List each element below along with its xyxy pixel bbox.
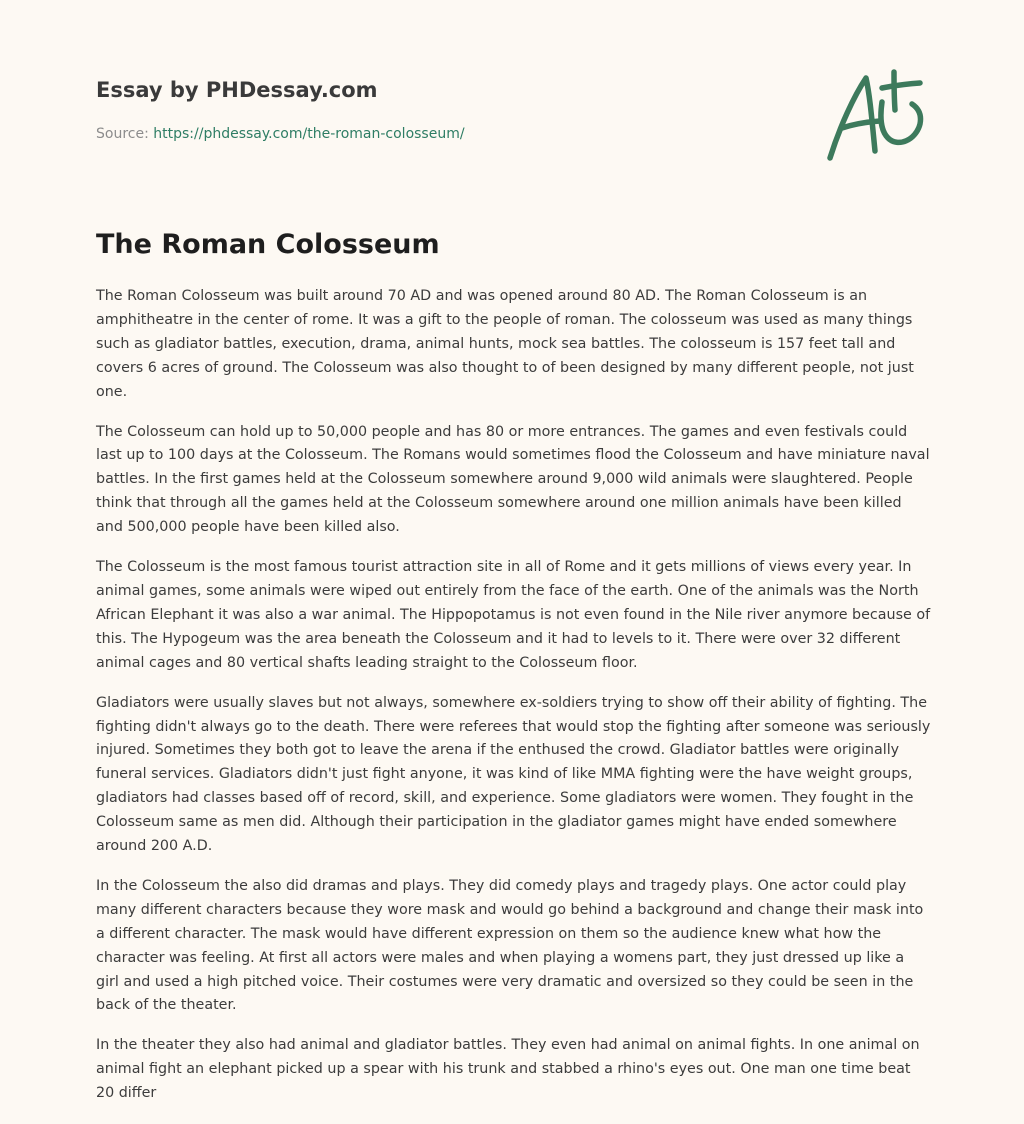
page-header xyxy=(96,76,796,144)
essay-title: The Roman Colosseum xyxy=(96,229,440,260)
essay-paragraph: In the Colosseum the also did dramas and plays. They did comedy plays and tragedy plays. One actor could play many different characters because they wore mask and would go behind a background and change their mask into a different character. The mask would have different expression on them so the audience knew what how the character was feeling. At first all actors were males and when playing a womens part, they just dressed up like a girl and used a high pitched voice. Their costumes were very dramatic and oversized so they could be seen in the back of the theater. xyxy=(96,877,924,1014)
essay-paragraph: The Colosseum is the most famous tourist attraction site in all of Rome and it gets millions of views every year. In animal games, some animals were wiped out entirely from the face of the earth. One of the animals was the North African Elephant it was also a war animal. The Hippopotamus is not even found in the Nile river anymore because of this. The Hypogeum was the area beneath the Colosseum and it had to levels to it. There were over 32 different animal cages and 80 vertical shafts leading straight to the Colosseum floor. xyxy=(96,559,931,671)
essay-body xyxy=(96,285,931,1122)
a-plus-logo-icon xyxy=(820,66,930,166)
source-link[interactable]: https://phdessay.com/the-roman-colosseum/ xyxy=(153,126,465,142)
source-line xyxy=(96,124,796,144)
essay-paragraph: The Roman Colosseum was built around 70 AD and was opened around 80 AD. The Roman Colosseum is an amphitheatre in the center of rome. It was a gift to the people of roman. The colosseum was used as many things such as gladiator battles, execution, drama, animal hunts, mock sea battles. The colosseum is 157 feet tall and covers 6 acres of ground. The Colosseum was also thought to of been designed by many different people, not just one. xyxy=(96,288,914,400)
essay-paragraph: In the theater they also had animal and gladiator battles. They even had animal on animal fights. In one animal on animal fight an elephant picked up a spear with his trunk and stabbed a rhino's eyes out. One man one time beat 20 differ xyxy=(96,1037,920,1102)
essay-paragraph: The Colosseum can hold up to 50,000 people and has 80 or more entrances. The games and even festivals could last up to 100 days at the Colosseum. The Romans would sometimes flood the Colosseum and have miniature naval battles. In the first games held at the Colosseum somewhere around 9,000 wild animals were slaughtered. People think that through all the games held at the Colosseum somewhere around one million animals have been killed and 500,000 people have been killed also. xyxy=(96,423,930,536)
essay-paragraph: Gladiators were usually slaves but not always, somewhere ex-soldiers trying to show off their ability of fighting. The fighting didn't always go to the death. There were referees that would stop the fighting after someone was seriously injured. Sometimes they both got to leave the arena if the enthused the crowd. Gladiator battles were originally funeral services. Gladiators didn't just fight anyone, it was kind of like MMA fighting were the have weight groups, gladiators had classes based off of record, skill, and experience. Some gladiators were women. They fought in the Colosseum same as men did. Although their participation in the gladiator games might have ended somewhere around 200 A.D. xyxy=(96,694,931,855)
site-brand: Essay by PHDessay.com xyxy=(96,78,378,102)
source-label: Source: xyxy=(96,126,154,142)
